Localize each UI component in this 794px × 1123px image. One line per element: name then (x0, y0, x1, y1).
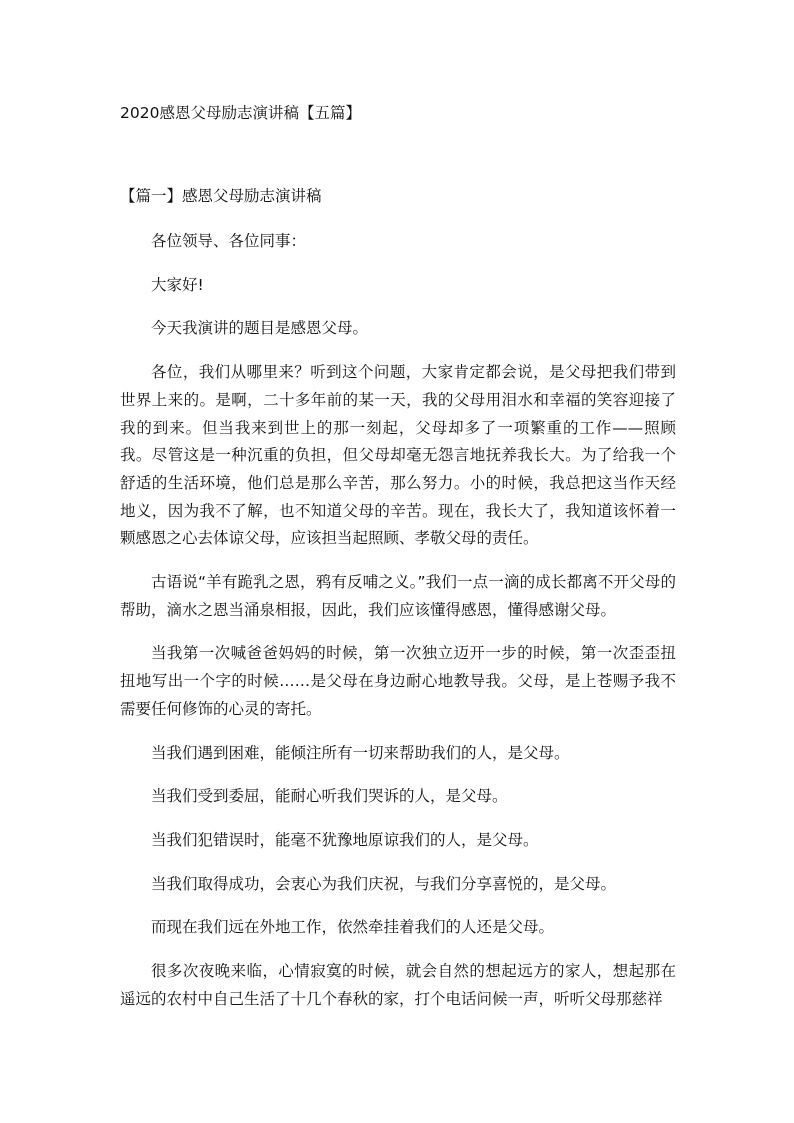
document-body (120, 228, 676, 1029)
body-paragraph: 当我们遇到困难，能倾注所有一切来帮助我们的人，是父母。 (151, 743, 570, 762)
body-paragraph: 当我们取得成功，会衷心为我们庆祝，与我们分享喜悦的，是父母。 (151, 874, 617, 893)
document-title: 2020感恩父母励志演讲稿【五篇】 (120, 104, 361, 122)
body-paragraph: 而现在我们远在外地工作，依然牵挂着我们的人还是父母。 (151, 918, 555, 937)
salutation-paragraph: 各位领导、各位同事： (151, 232, 307, 250)
topic-paragraph: 今天我演讲的题目是感恩父母。 (151, 319, 369, 338)
body-paragraph: 当我第一次喊爸爸妈妈的时候，第一次独立迈开一步的时候，第一次歪歪扭扭地写出一个字的时候……是父母在身边耐心地教导我。父母，是上苍赐予我不需要任何修饰的心灵的寄托。 (120, 644, 676, 718)
body-paragraph: 各位，我们从哪里来？听到这个问题，大家肯定都会说，是父母把我们带到世界上来的。是啊，二十多年前的某一天，我的父母用泪水和幸福的笑容迎接了我的到来。但当我来到世上的那一刻起，父母却多了一项繁重的工作——照顾我。尽管这是一种沉重的负担，但父母却毫无怨言地抚养我长大。为了给我一个舒适的生活环境，他们总是那么辛苦，那么努力。小的时候，我总把这当作天经地义，因为我不了解，也不知道父母的辛苦。现在，我长大了，我知道该怀着一颗感恩之心去体谅父母，应该担当起照顾、孝敬父母的责任。 (120, 363, 676, 548)
section-heading: 【篇一】感恩父母励志演讲稿 (120, 187, 322, 205)
body-paragraph: 当我们受到委屈，能耐心听我们哭诉的人，是父母。 (151, 787, 508, 806)
body-paragraph: 古语说“羊有跪乳之恩，鸦有反哺之义。”我们一点一滴的成长都离不开父母的帮助，滴水之恩当涌泉相报，因此，我们应该懂得感恩，懂得感谢父母。 (120, 573, 676, 619)
body-paragraph: 当我们犯错误时，能毫不犹豫地原谅我们的人，是父母。 (151, 830, 539, 849)
body-paragraph: 很多次夜晚来临，心情寂寞的时候，就会自然的想起远方的家人，想起那在遥远的农村中自己生活了十几个春秋的家，打个电话问候一声，听听父母那慈祥 (120, 962, 676, 1008)
greeting-paragraph: 大家好! (151, 275, 204, 294)
